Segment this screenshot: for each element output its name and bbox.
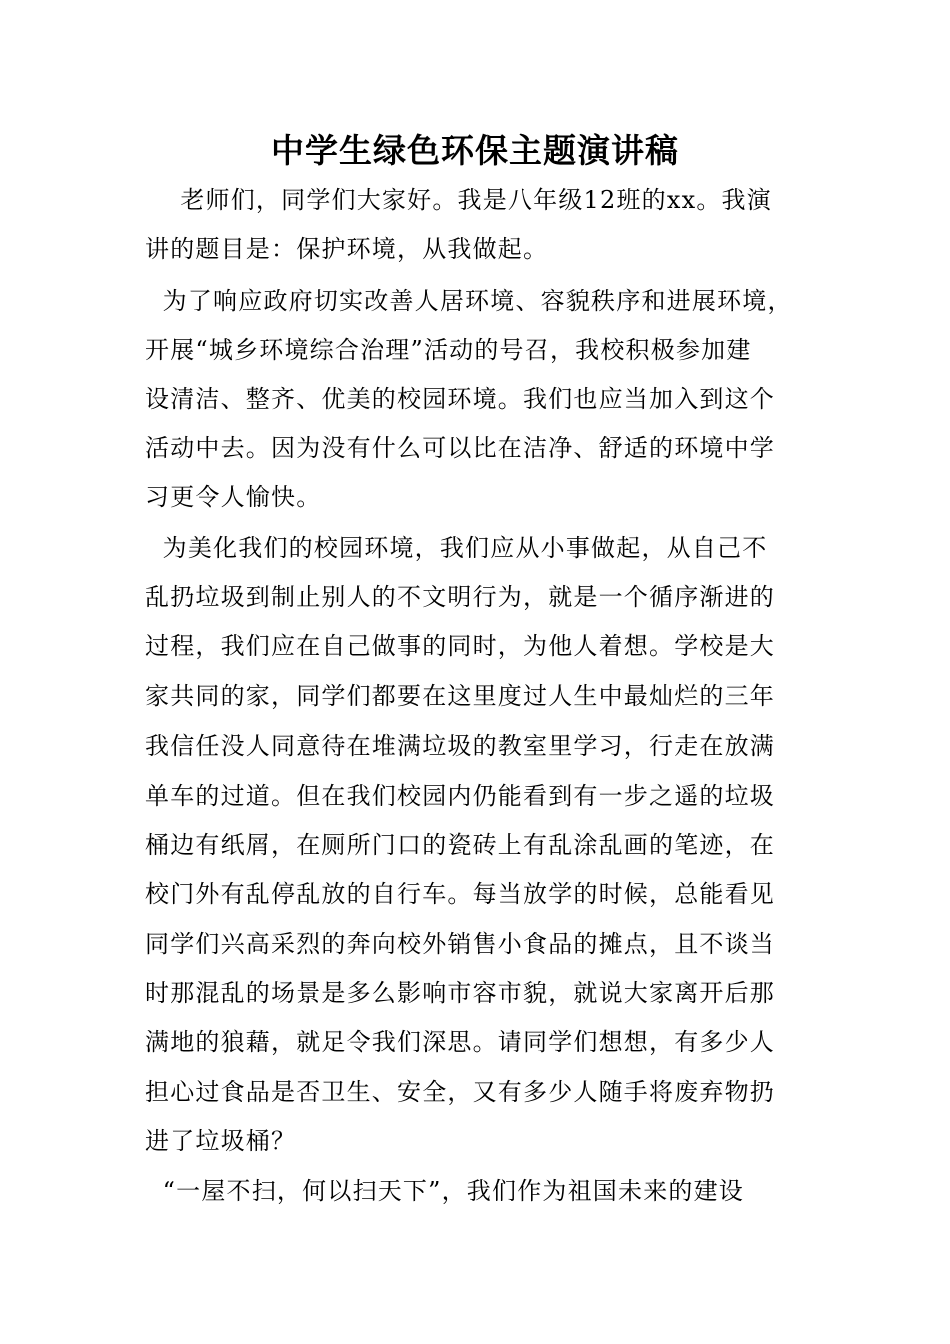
text-line: 单车的过道。但在我们校园内仍能看到有一步之遥的垃圾 <box>145 782 775 810</box>
text-line: 桶边有纸屑，在厕所门口的瓷砖上有乱涂乱画的笔迹，在 <box>145 831 775 859</box>
text-line: 老师们，同学们大家好。我是八年级12班的xx。我演 <box>145 186 772 214</box>
text-line: 时那混乱的场景是多么影响市容市貌，就说大家离开后那 <box>145 979 775 1007</box>
text-line: 同学们兴高采烈的奔向校外销售小食品的摊点，且不谈当 <box>145 930 775 958</box>
text-line: 讲的题目是：保护环境，从我做起。 <box>145 235 549 263</box>
text-line: 满地的狼藉，就足令我们深思。请同学们想想，有多少人 <box>145 1028 775 1056</box>
text-line: 过程，我们应在自己做事的同时，为他人着想。学校是大 <box>145 632 775 660</box>
text-line: 活动中去。因为没有什么可以比在洁净、舒适的环境中学 <box>145 434 775 462</box>
text-line: 开展“城乡环境综合治理”活动的号召，我校积极参加建 <box>145 336 752 364</box>
document-title: 中学生绿色环保主题演讲稿 <box>271 131 679 170</box>
text-line: 家共同的家，同学们都要在这里度过人生中最灿烂的三年 <box>145 682 775 710</box>
text-line: 担心过食品是否卫生、安全，又有多少人随手将废弃物扔 <box>145 1078 775 1106</box>
text-line: 为了响应政府切实改善人居环境、容貌秩序和进展环境， <box>145 287 793 315</box>
text-line: 进了垃圾桶？ <box>145 1127 297 1155</box>
text-line: 习更令人愉快。 <box>145 483 322 511</box>
text-line: 设清洁、整齐、优美的校园环境。我们也应当加入到这个 <box>145 385 775 413</box>
text-line: 校门外有乱停乱放的自行车。每当放学的时候，总能看见 <box>145 880 775 908</box>
text-line: 乱扔垃圾到制止别人的不文明行为，就是一个循序渐进的 <box>145 583 775 611</box>
text-line: 我信任没人同意待在堆满垃圾的教室里学习，行走在放满 <box>145 732 775 760</box>
text-line: 为美化我们的校园环境，我们应从小事做起，从自己不 <box>145 534 768 562</box>
text-line: “一屋不扫，何以扫天下”，我们作为祖国未来的建设 <box>145 1177 744 1205</box>
